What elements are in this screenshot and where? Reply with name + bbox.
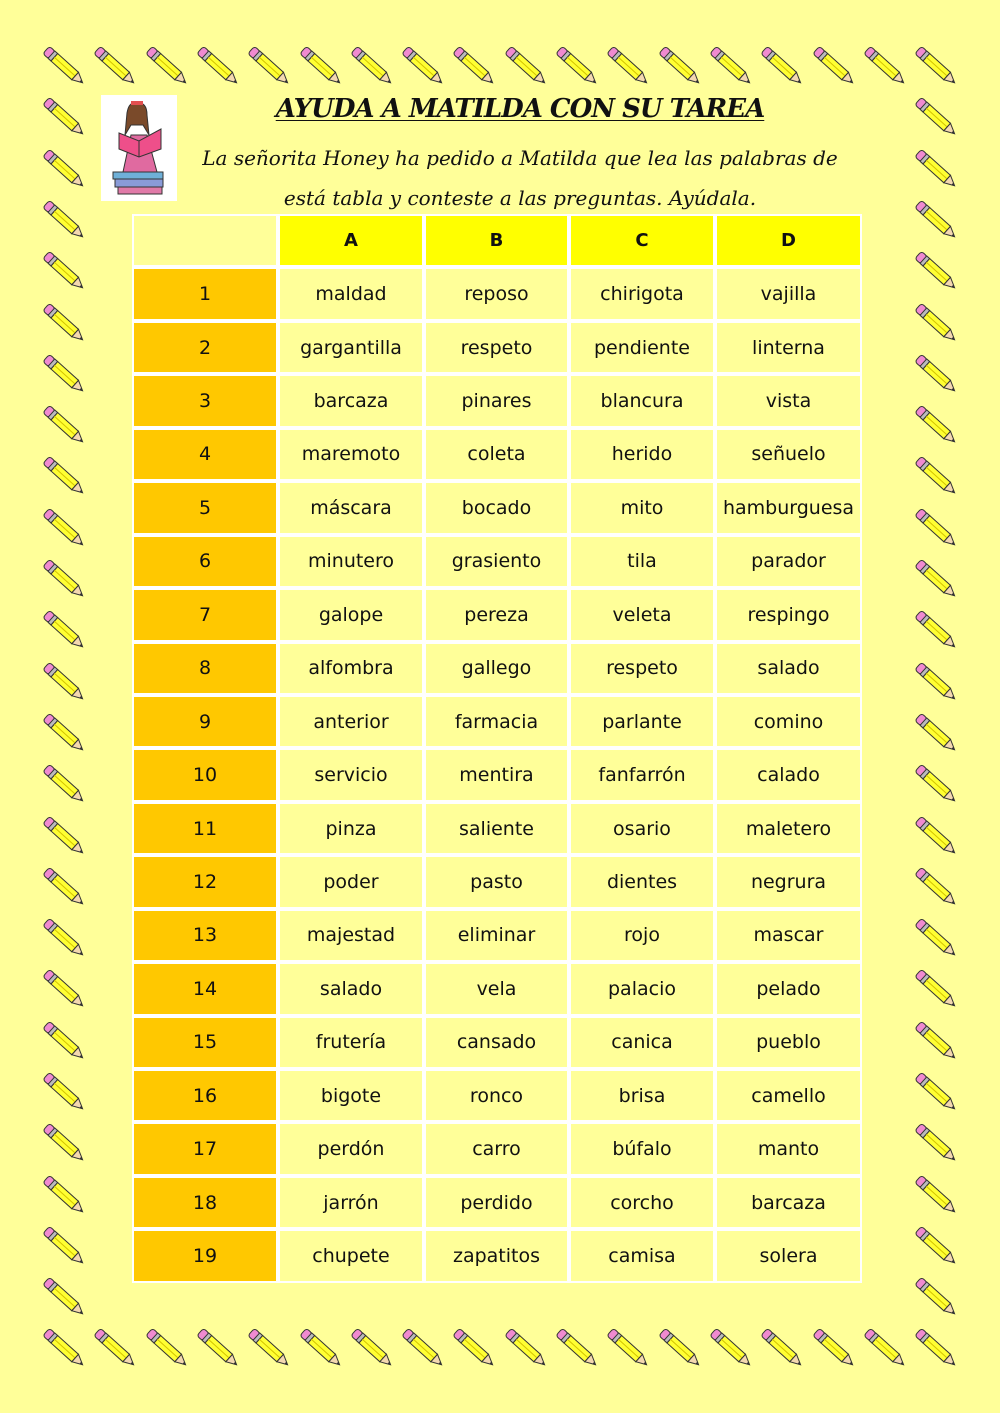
word-cell: respeto — [424, 321, 569, 374]
row-header-11: 11 — [132, 802, 278, 855]
word-cell: osario — [569, 802, 715, 855]
word-cell: camisa — [569, 1229, 715, 1282]
word-cell: vajilla — [715, 267, 862, 320]
row-header-1: 1 — [132, 267, 278, 320]
row-header-6: 6 — [132, 535, 278, 588]
word-cell: pelado — [715, 962, 862, 1015]
row-header-17: 17 — [132, 1122, 278, 1175]
column-header-d: D — [715, 214, 862, 267]
word-cell: barcaza — [715, 1176, 862, 1229]
word-cell: fanfarrón — [569, 748, 715, 801]
word-cell: pereza — [424, 588, 569, 641]
page-subtitle: La señorita Honey ha pedido a Matilda que lea las palabras de está tabla y conteste a las preguntas. Ayúdala. — [202, 146, 838, 210]
word-cell: comino — [715, 695, 862, 748]
word-cell: alfombra — [278, 642, 424, 695]
word-cell: ronco — [424, 1069, 569, 1122]
word-cell: barcaza — [278, 374, 424, 427]
word-cell: solera — [715, 1229, 862, 1282]
word-cell: pendiente — [569, 321, 715, 374]
word-cell: saliente — [424, 802, 569, 855]
word-cell: hamburguesa — [715, 481, 862, 534]
row-header-3: 3 — [132, 374, 278, 427]
word-cell: veleta — [569, 588, 715, 641]
word-cell: maremoto — [278, 428, 424, 481]
word-cell: minutero — [278, 535, 424, 588]
word-cell: blancura — [569, 374, 715, 427]
row-header-15: 15 — [132, 1016, 278, 1069]
word-cell: grasiento — [424, 535, 569, 588]
word-table — [132, 214, 862, 1283]
pencil-icon — [906, 1267, 966, 1327]
word-cell: pinares — [424, 374, 569, 427]
word-cell: perdido — [424, 1176, 569, 1229]
row-header-4: 4 — [132, 428, 278, 481]
word-cell: vista — [715, 374, 862, 427]
row-header-12: 12 — [132, 855, 278, 908]
word-cell: perdón — [278, 1122, 424, 1175]
word-cell: chupete — [278, 1229, 424, 1282]
word-cell: mentira — [424, 748, 569, 801]
word-cell: manto — [715, 1122, 862, 1175]
word-cell: camello — [715, 1069, 862, 1122]
word-cell: zapatitos — [424, 1229, 569, 1282]
word-cell: linterna — [715, 321, 862, 374]
word-cell: jarrón — [278, 1176, 424, 1229]
word-cell: carro — [424, 1122, 569, 1175]
word-cell: búfalo — [569, 1122, 715, 1175]
word-cell: tila — [569, 535, 715, 588]
word-cell: corcho — [569, 1176, 715, 1229]
word-cell: canica — [569, 1016, 715, 1069]
word-cell: salado — [715, 642, 862, 695]
word-cell: parador — [715, 535, 862, 588]
word-cell: brisa — [569, 1069, 715, 1122]
word-cell: respeto — [569, 642, 715, 695]
word-cell: mito — [569, 481, 715, 534]
word-cell: respingo — [715, 588, 862, 641]
word-cell: rojo — [569, 909, 715, 962]
row-header-8: 8 — [132, 642, 278, 695]
word-cell: farmacia — [424, 695, 569, 748]
word-cell: frutería — [278, 1016, 424, 1069]
row-header-2: 2 — [132, 321, 278, 374]
row-header-19: 19 — [132, 1229, 278, 1282]
word-cell: vela — [424, 962, 569, 1015]
row-header-16: 16 — [132, 1069, 278, 1122]
word-cell: gargantilla — [278, 321, 424, 374]
word-cell: gallego — [424, 642, 569, 695]
word-cell: dientes — [569, 855, 715, 908]
page-title: AYUDA A MATILDA CON SU TAREA — [275, 94, 765, 124]
word-cell: pueblo — [715, 1016, 862, 1069]
word-cell: anterior — [278, 695, 424, 748]
column-header-c: C — [569, 214, 715, 267]
word-cell: majestad — [278, 909, 424, 962]
word-cell: reposo — [424, 267, 569, 320]
word-cell: galope — [278, 588, 424, 641]
row-header-13: 13 — [132, 909, 278, 962]
word-cell: calado — [715, 748, 862, 801]
row-header-9: 9 — [132, 695, 278, 748]
word-cell: pasto — [424, 855, 569, 908]
word-cell: herido — [569, 428, 715, 481]
word-cell: cansado — [424, 1016, 569, 1069]
word-cell: pinza — [278, 802, 424, 855]
word-cell: señuelo — [715, 428, 862, 481]
word-cell: coleta — [424, 428, 569, 481]
word-cell: parlante — [569, 695, 715, 748]
table-corner — [132, 214, 278, 267]
word-cell: mascar — [715, 909, 862, 962]
word-cell: maletero — [715, 802, 862, 855]
word-cell: servicio — [278, 748, 424, 801]
row-header-10: 10 — [132, 748, 278, 801]
column-header-b: B — [424, 214, 569, 267]
word-cell: chirigota — [569, 267, 715, 320]
pencil-icon — [34, 1267, 94, 1327]
word-cell: salado — [278, 962, 424, 1015]
row-header-14: 14 — [132, 962, 278, 1015]
row-header-5: 5 — [132, 481, 278, 534]
row-header-18: 18 — [132, 1176, 278, 1229]
word-cell: bigote — [278, 1069, 424, 1122]
word-cell: maldad — [278, 267, 424, 320]
word-cell: negrura — [715, 855, 862, 908]
row-header-7: 7 — [132, 588, 278, 641]
matilda-reading-icon — [101, 95, 177, 201]
word-cell: máscara — [278, 481, 424, 534]
word-cell: eliminar — [424, 909, 569, 962]
column-header-a: A — [278, 214, 424, 267]
word-cell: bocado — [424, 481, 569, 534]
word-cell: poder — [278, 855, 424, 908]
word-cell: palacio — [569, 962, 715, 1015]
